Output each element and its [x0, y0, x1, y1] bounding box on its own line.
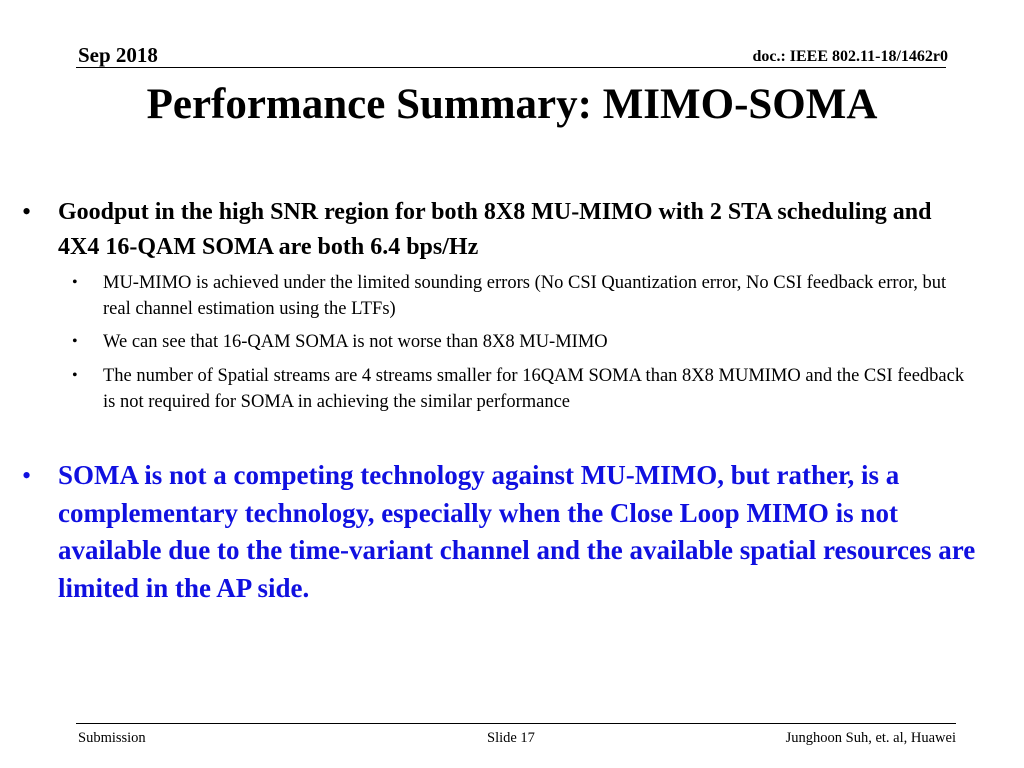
bullet-marker-1: •	[22, 197, 32, 226]
footer-submission: Submission	[78, 730, 146, 746]
slide-title: Performance Summary: MIMO-SOMA	[146, 81, 878, 128]
sub-bullet-marker-2: •	[72, 333, 78, 350]
header-divider	[76, 67, 946, 68]
bullet-1-text: Goodput in the high SNR region for both 8X8 MU-MIMO with 2 STA scheduling and 4X4 16-QAM SOMA are both 6.4 bps/Hz	[58, 199, 932, 260]
header-doc-id: doc.: IEEE 802.11-18/1462r0	[752, 48, 948, 65]
footer-divider	[76, 723, 956, 724]
sub-bullet-marker-1: •	[72, 274, 78, 291]
bullet-marker-2: •	[22, 461, 32, 490]
sub-bullet-1: MU-MIMO is achieved under the limited sounding errors (No CSI Quantization error, No CSI feedback error, but real channel estimation using the LTFs)	[103, 273, 947, 319]
sub-bullet-3: The number of Spatial streams are 4 streams smaller for 16QAM SOMA than 8X8 MUMIMO and the CSI feedback is not required for SOMA in achieving the similar performance	[103, 366, 965, 412]
footer-authors: Junghoon Suh, et. al, Huawei	[785, 730, 956, 746]
footer-slide-number: Slide 17	[487, 730, 535, 746]
header-date: Sep 2018	[78, 43, 158, 67]
sub-bullet-2: We can see that 16-QAM SOMA is not worse than 8X8 MU-MIMO	[103, 332, 608, 352]
sub-bullet-marker-3: •	[72, 367, 78, 384]
bullet-2-text: SOMA is not a competing technology against MU-MIMO, but rather, is a complementary technology, especially when the Close Loop MIMO is not available due to the time-variant channel and the available spatial resources are limited in the AP side.	[58, 460, 976, 603]
